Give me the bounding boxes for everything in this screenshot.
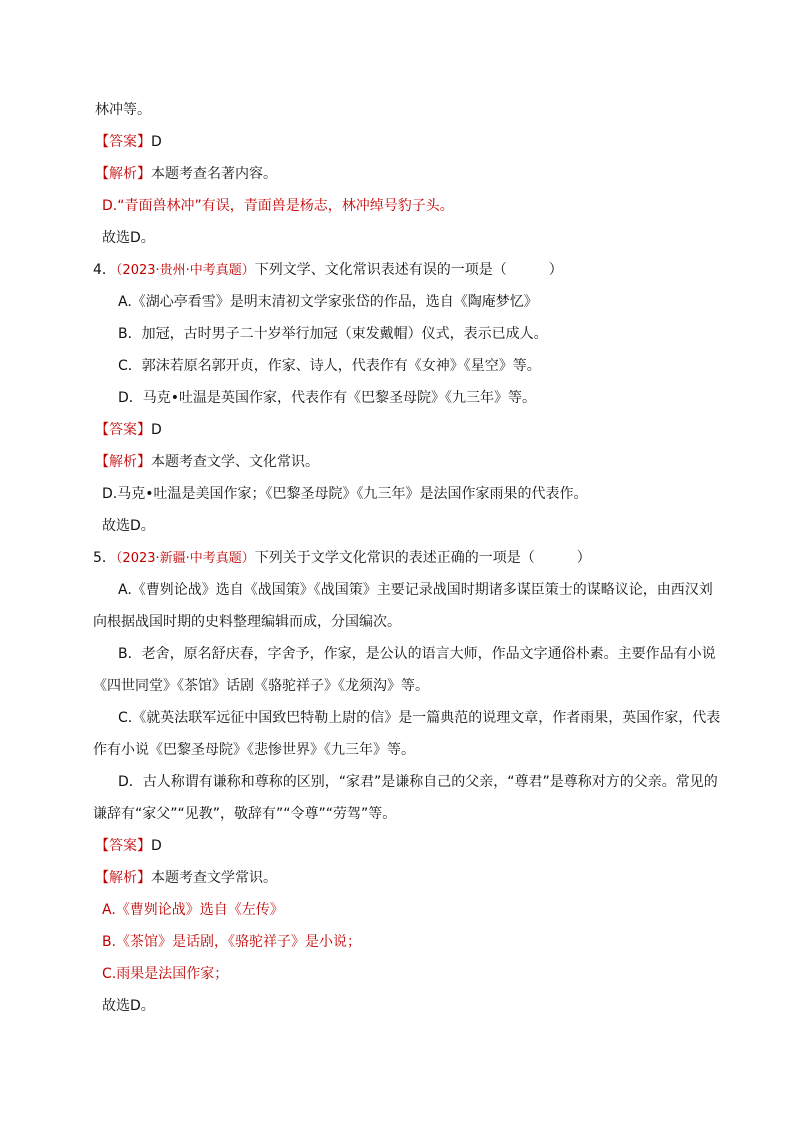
q5-option-c-line2: 作有小说《巴黎圣母院》《悲惨世界》《九三年》等。 bbox=[93, 742, 415, 758]
analysis-text: 本题考查名著内容。 bbox=[151, 166, 277, 182]
q4-option-a: A.《湖心亭看雪》是明末清初文学家张岱的作品，选自《陶庵梦忆》 bbox=[118, 294, 538, 310]
q5-number: 5． bbox=[93, 550, 116, 566]
q4-option-d: D．马克•吐温是英国作家，代表作有《巴黎圣母院》《九三年》等。 bbox=[118, 390, 537, 406]
q5-source: （2023·新疆·中考真题） bbox=[115, 551, 255, 566]
q5-option-a-line1: A.《曹刿论战》选自《战国策》《战国策》主要记录战国时期诸多谋臣策士的谋略议论，由西汉刘 bbox=[118, 582, 713, 598]
q5-conclusion: 故选D。 bbox=[102, 998, 155, 1014]
q3-conclusion: 故选D。 bbox=[102, 230, 155, 246]
analysis-label: 【解析】 bbox=[95, 870, 151, 886]
q4-conclusion: 故选D。 bbox=[102, 518, 155, 534]
q4-stem-text: 下列文学、文化常识表述有误的一项是（ ） bbox=[254, 262, 563, 278]
answer-label: 【答案】 bbox=[95, 422, 151, 438]
q5-analysis-c: C.雨果是法国作家； bbox=[102, 966, 229, 982]
q4-answer bbox=[95, 420, 162, 440]
answer-value: D bbox=[151, 838, 162, 854]
q5-option-d-line1: D．古人称谓有谦称和尊称的区别，“家君”是谦称自己的父亲，“尊君”是尊称对方的父亲。常见的 bbox=[118, 774, 718, 790]
q4-option-c: C．郭沫若原名郭开贞，作家、诗人，代表作有《女神》《星空》等。 bbox=[118, 358, 541, 374]
analysis-label: 【解析】 bbox=[95, 166, 151, 182]
q3-answer bbox=[95, 132, 162, 152]
q5-option-d-line2: 谦辞有“家父”“见教”，敬辞有”“令尊”“劳驾”等。 bbox=[93, 806, 397, 822]
q5-option-b-line2: 《四世同堂》《茶馆》话剧《骆驼祥子》《龙须沟》等。 bbox=[93, 678, 429, 694]
continuation-text: 林冲等。 bbox=[95, 102, 151, 118]
analysis-text: 本题考查文学、文化常识。 bbox=[151, 454, 319, 470]
q5-answer bbox=[95, 836, 162, 856]
q5-option-c-line1: C.《就英法联军远征中国致巴特勒上尉的信》是一篇典范的说理文章，作者雨果，英国作家，代表 bbox=[118, 710, 721, 726]
q3-analysis-detail: D.“青面兽林冲”有误，青面兽是杨志，林冲绰号豹子头。 bbox=[102, 198, 454, 214]
q5-analysis-b: B.《茶馆》是话剧，《骆驼祥子》是小说； bbox=[102, 934, 362, 950]
answer-value: D bbox=[151, 422, 162, 438]
q5-analysis-a: A.《曹刿论战》选自《左传》 bbox=[102, 902, 284, 918]
q4-number: 4． bbox=[93, 262, 116, 278]
answer-label: 【答案】 bbox=[95, 838, 151, 854]
q5-option-a-line2: 向根据战国时期的史料整理编辑而成，分国编次。 bbox=[93, 614, 401, 630]
q4-analysis bbox=[95, 452, 319, 472]
q5-stem bbox=[93, 548, 591, 569]
answer-label: 【答案】 bbox=[95, 134, 151, 150]
q5-analysis bbox=[95, 868, 277, 888]
answer-value: D bbox=[151, 134, 162, 150]
q4-stem bbox=[93, 260, 563, 281]
q4-analysis-detail: D.马克•吐温是美国作家；《巴黎圣母院》《九三年》是法国作家雨果的代表作。 bbox=[102, 486, 588, 502]
q4-option-b: B．加冠，古时男子二十岁举行加冠（束发戴帽）仪式，表示已成人。 bbox=[118, 326, 548, 342]
analysis-label: 【解析】 bbox=[95, 454, 151, 470]
q4-source: （2023·贵州·中考真题） bbox=[115, 263, 255, 278]
analysis-text: 本题考查文学常识。 bbox=[151, 870, 277, 886]
q3-analysis bbox=[95, 164, 277, 184]
q5-stem-text: 下列关于文学文化常识的表述正确的一项是（ ） bbox=[254, 550, 591, 566]
q5-option-b-line1: B．老舍，原名舒庆春，字舍予，作家，是公认的语言大师，作品文字通俗朴素。主要作品有小说 bbox=[118, 646, 716, 662]
